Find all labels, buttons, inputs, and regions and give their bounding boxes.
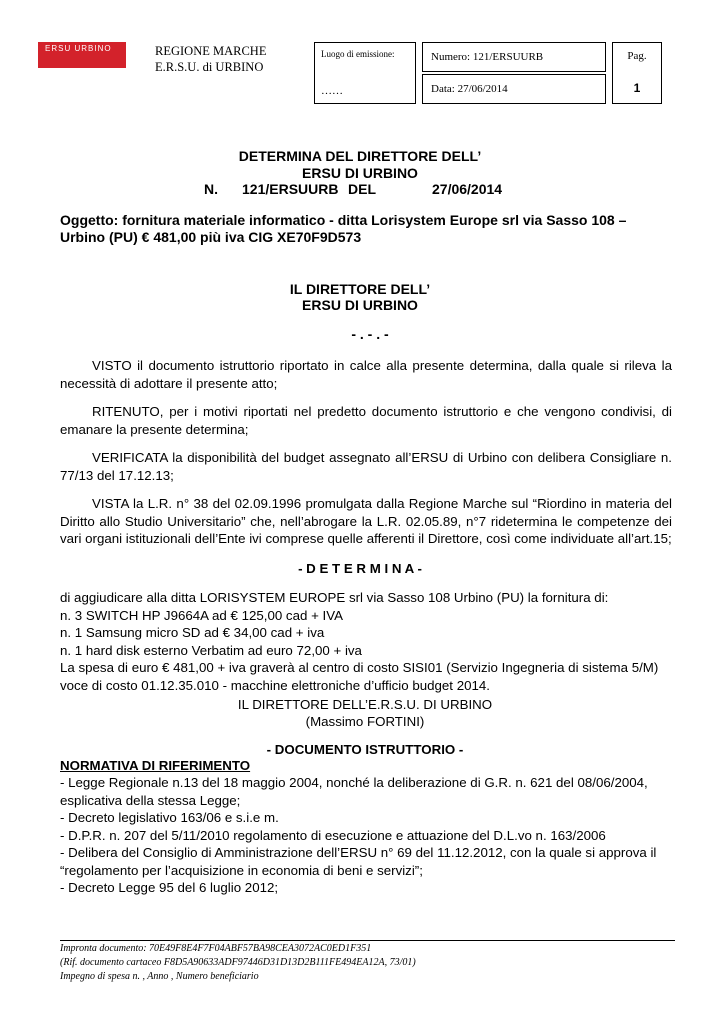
title-line-1: DETERMINA DEL DIRETTORE DELL’ (238, 148, 482, 164)
footer-divider (60, 940, 675, 941)
header-org (155, 43, 266, 75)
title-n-label: N. (204, 181, 218, 197)
determina-line: di aggiudicare alla ditta LORISYSTEM EUROPE srl via Sasso 108 Urbino (PU) la fornitura di: (60, 590, 609, 605)
signature-line-1: IL DIRETTORE DELL’E.R.S.U. DI URBINO (237, 697, 493, 712)
footer-riferimento: (Rif. documento cartaceo F8D5A90633ADF97446D31D13D2B111FE494EA12A, 73/01) (60, 957, 416, 968)
determina-list (60, 589, 680, 694)
title-number-line (204, 181, 524, 198)
normativa-list (60, 774, 680, 897)
paragraph-vista: VISTA la L.R. n° 38 del 02.09.1996 promulgata dalla Regione Marche sul “Riordino in materia del Diritto allo Studio Universitario” che, nell’abrogare la L.R. 02.05.89, n°7 ridetermina le competenze dei vari organi istituzionali dell’Ente ivi comprese quelle afferenti il Direttore, così come individuate all’art.15; (60, 496, 672, 546)
direttore-line-1: IL DIRETTORE DELL’ (289, 281, 431, 297)
footer-impegno: Impegno di spesa n. , Anno , Numero beneficiario (60, 971, 259, 982)
determina-heading: - D E T E R M I N A - (298, 561, 422, 576)
normativa-line: “regolamento per l’acquisizione in economia di beni e servizi”; (60, 862, 423, 878)
page-box (612, 42, 662, 104)
title-line-2: ERSU DI URBINO (302, 165, 418, 181)
normativa-heading (60, 757, 250, 775)
oggetto-line-1: Oggetto: fornitura materiale informatico - ditta Lorisystem Europe srl via Sasso 108 – (60, 212, 627, 228)
normativa-line: - Decreto legislativo 163/06 e s.i.e m. (60, 810, 279, 825)
luogo-label: Luogo di emissione: (321, 49, 395, 59)
normativa-heading-text: NORMATIVA DI RIFERIMENTO (60, 758, 251, 773)
normativa-line: - D.P.R. n. 207 del 5/11/2010 regolamento di esecuzione e attuazione del D.L.vo n. 163/2006 (60, 827, 606, 843)
page-label: Pag. (627, 50, 647, 62)
ersu-logo (38, 42, 126, 68)
title-date: 27/06/2014 (432, 181, 503, 197)
paragraph-verificata: VERIFICATA la disponibilità del budget assegnato all’ERSU di Urbino con delibera Consigliare n. 77/13 del 17.12.13; (60, 450, 672, 483)
paragraph-visto: VISTO il documento istruttorio riportato in calce alla presente determina, dalla quale si rileva la necessità di adottare il presente atto; (60, 358, 672, 391)
determina-line: n. 3 SWITCH HP J9664A ad € 125,00 cad + IVA (60, 607, 343, 623)
determina-line: La spesa di euro € 481,00 + iva graverà al centro di costo SISI01 (Servizio Ingegneria di sistema 5/M) (60, 660, 659, 675)
determina-line: voce di costo 01.12.35.010 - macchine elettroniche d’ufficio budget 2014. (60, 677, 490, 693)
normativa-line: - Decreto Legge 95 del 6 luglio 2012; (60, 880, 279, 895)
footer-impronta: Impronta documento: 70E49F8E4F7F04ABF57BA98CEA3072AC0ED1F351 (60, 943, 372, 954)
determina-line: n. 1 Samsung micro SD ad € 34,00 cad + iva (60, 625, 325, 640)
page-number: 1 (633, 81, 641, 95)
normativa-line: - Legge Regionale n.13 del 18 maggio 2004, nonché la deliberazione di G.R. n. 621 del 08/06/2004, (60, 775, 648, 790)
org-line-1: REGIONE MARCHE (155, 44, 267, 58)
org-line-2: E.R.S.U. di URBINO (155, 60, 264, 74)
normativa-line: esplicativa della stessa Legge; (60, 792, 241, 808)
istruttorio-heading: - DOCUMENTO ISTRUTTORIO - (266, 742, 464, 757)
title-n-value: 121/ERSUURB (242, 181, 339, 197)
direttore-line-2: ERSU DI URBINO (302, 297, 418, 313)
separator: - . - . - (351, 326, 389, 342)
normativa-line: - Delibera del Consiglio di Amministrazione dell’ERSU n° 69 del 11.12.2012, con la quale si approva il (60, 845, 657, 860)
luogo-value: …… (321, 85, 343, 97)
numero-text: Numero: 121/ERSUURB (431, 51, 544, 63)
oggetto-line-2: Urbino (PU) € 481,00 più iva CIG XE70F9D573 (60, 229, 362, 245)
numero-box (422, 42, 606, 72)
title-del-label: DEL (348, 181, 376, 197)
signature-line-2: (Massimo FORTINI) (305, 714, 425, 729)
paragraph-ritenuto: RITENUTO, per i motivi riportati nel predetto documento istruttorio e che vengono condivisi, di emanare la presente determina; (60, 404, 672, 437)
luogo-box (314, 42, 416, 104)
determina-line: n. 1 hard disk esterno Verbatim ad euro 72,00 + iva (60, 642, 362, 658)
data-box (422, 74, 606, 104)
data-text: Data: 27/06/2014 (431, 83, 508, 95)
logo-text: ERSU URBINO (45, 44, 112, 53)
footer (60, 942, 680, 984)
